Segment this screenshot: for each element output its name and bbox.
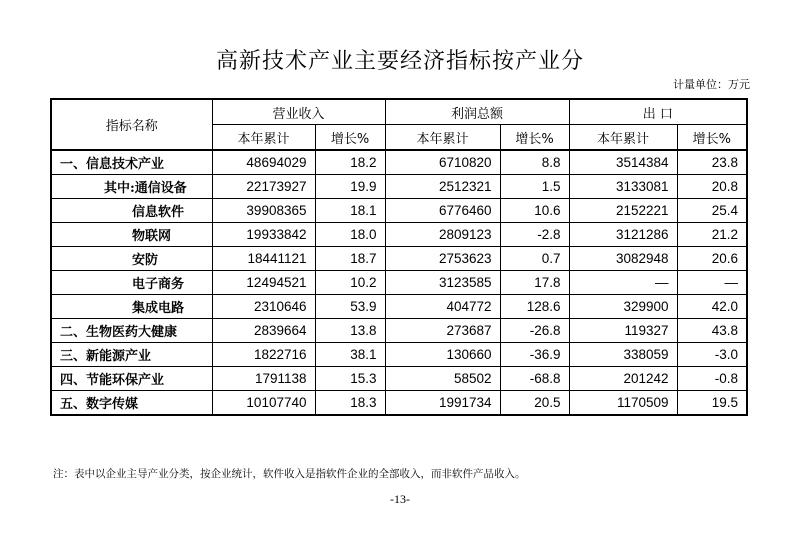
row-name: 一、信息技术产业 xyxy=(51,150,212,175)
row-name: 其中:通信设备 xyxy=(51,175,212,199)
revenue-cumulative: 10107740 xyxy=(212,391,315,416)
profit-growth: 8.8 xyxy=(500,150,569,175)
revenue-cumulative: 2839664 xyxy=(212,319,315,343)
table-row xyxy=(51,295,747,319)
footnote: 注：表中以企业主导产业分类，按企业统计，软件收入是指软件企业的全部收入，而非软件产品收入。 xyxy=(53,468,526,480)
header-export: 出 口 xyxy=(569,99,747,125)
profit-growth: -26.8 xyxy=(500,319,569,343)
revenue-growth: 13.8 xyxy=(315,319,385,343)
profit-cumulative: 6710820 xyxy=(385,150,500,175)
revenue-cumulative: 1822716 xyxy=(212,343,315,367)
export-growth: 23.8 xyxy=(677,150,747,175)
revenue-growth: 18.2 xyxy=(315,150,385,175)
header-growth: 增长% xyxy=(500,125,569,151)
export-growth: 42.0 xyxy=(677,295,747,319)
export-cumulative: 3121286 xyxy=(569,223,677,247)
export-cumulative: 119327 xyxy=(569,319,677,343)
profit-cumulative: 3123585 xyxy=(385,271,500,295)
row-name: 四、节能环保产业 xyxy=(51,367,212,391)
profit-cumulative: 1991734 xyxy=(385,391,500,416)
row-name: 集成电路 xyxy=(51,295,212,319)
export-cumulative: — xyxy=(569,271,677,295)
table-row xyxy=(51,391,747,416)
export-growth: — xyxy=(677,271,747,295)
profit-growth: -68.8 xyxy=(500,367,569,391)
page-number: -13- xyxy=(390,492,410,506)
export-growth: 43.8 xyxy=(677,319,747,343)
export-growth: 19.5 xyxy=(677,391,747,416)
export-cumulative: 3082948 xyxy=(569,247,677,271)
header-cumulative: 本年累计 xyxy=(569,125,677,151)
row-name: 安防 xyxy=(51,247,212,271)
export-cumulative: 3514384 xyxy=(569,150,677,175)
export-growth: 25.4 xyxy=(677,199,747,223)
revenue-cumulative: 1791138 xyxy=(212,367,315,391)
header-indicator: 指标名称 xyxy=(51,99,212,150)
export-growth: 21.2 xyxy=(677,223,747,247)
revenue-growth: 10.2 xyxy=(315,271,385,295)
export-growth: 20.6 xyxy=(677,247,747,271)
export-cumulative: 338059 xyxy=(569,343,677,367)
row-name: 物联网 xyxy=(51,223,212,247)
profit-growth: 0.7 xyxy=(500,247,569,271)
revenue-cumulative: 18441121 xyxy=(212,247,315,271)
revenue-growth: 18.7 xyxy=(315,247,385,271)
revenue-growth: 38.1 xyxy=(315,343,385,367)
export-cumulative: 329900 xyxy=(569,295,677,319)
profit-cumulative: 58502 xyxy=(385,367,500,391)
profit-cumulative: 6776460 xyxy=(385,199,500,223)
revenue-growth: 19.9 xyxy=(315,175,385,199)
table-row xyxy=(51,175,747,199)
profit-cumulative: 2753623 xyxy=(385,247,500,271)
profit-cumulative: 2512321 xyxy=(385,175,500,199)
table-row xyxy=(51,223,747,247)
revenue-growth: 18.3 xyxy=(315,391,385,416)
row-name: 电子商务 xyxy=(51,271,212,295)
profit-growth: 1.5 xyxy=(500,175,569,199)
row-name: 信息软件 xyxy=(51,199,212,223)
header-cumulative: 本年累计 xyxy=(385,125,500,151)
revenue-growth: 18.1 xyxy=(315,199,385,223)
profit-growth: 10.6 xyxy=(500,199,569,223)
export-cumulative: 2152221 xyxy=(569,199,677,223)
table-row xyxy=(51,247,747,271)
export-cumulative: 201242 xyxy=(569,367,677,391)
row-name: 二、生物医药大健康 xyxy=(51,319,212,343)
table-row xyxy=(51,150,747,175)
export-growth: 20.8 xyxy=(677,175,747,199)
profit-growth: -36.9 xyxy=(500,343,569,367)
profit-cumulative: 404772 xyxy=(385,295,500,319)
revenue-cumulative: 2310646 xyxy=(212,295,315,319)
revenue-cumulative: 48694029 xyxy=(212,150,315,175)
page-title: 高新技术产业主要经济指标按产业分 xyxy=(215,49,584,74)
profit-cumulative: 130660 xyxy=(385,343,500,367)
export-growth: -0.8 xyxy=(677,367,747,391)
header-profit: 利润总额 xyxy=(385,99,569,125)
profit-growth: 20.5 xyxy=(500,391,569,416)
header-revenue: 营业收入 xyxy=(212,99,385,125)
header-cumulative: 本年累计 xyxy=(212,125,315,151)
header-row-1 xyxy=(51,99,747,125)
table-row xyxy=(51,367,747,391)
revenue-growth: 53.9 xyxy=(315,295,385,319)
revenue-growth: 15.3 xyxy=(315,367,385,391)
export-cumulative: 3133081 xyxy=(569,175,677,199)
table-row xyxy=(51,343,747,367)
unit-label: 计量单位：万元 xyxy=(673,78,750,91)
export-cumulative: 1170509 xyxy=(569,391,677,416)
row-name: 三、新能源产业 xyxy=(51,343,212,367)
header-growth: 增长% xyxy=(677,125,747,151)
revenue-cumulative: 22173927 xyxy=(212,175,315,199)
row-name: 五、数字传媒 xyxy=(51,391,212,416)
table-row xyxy=(51,199,747,223)
profit-cumulative: 273687 xyxy=(385,319,500,343)
table-row xyxy=(51,319,747,343)
revenue-cumulative: 39908365 xyxy=(212,199,315,223)
indicator-table xyxy=(50,98,748,416)
export-growth: -3.0 xyxy=(677,343,747,367)
profit-growth: 17.8 xyxy=(500,271,569,295)
revenue-cumulative: 19933842 xyxy=(212,223,315,247)
revenue-growth: 18.0 xyxy=(315,223,385,247)
revenue-cumulative: 12494521 xyxy=(212,271,315,295)
profit-cumulative: 2809123 xyxy=(385,223,500,247)
table-row xyxy=(51,271,747,295)
header-growth: 增长% xyxy=(315,125,385,151)
profit-growth: 128.6 xyxy=(500,295,569,319)
profit-growth: -2.8 xyxy=(500,223,569,247)
